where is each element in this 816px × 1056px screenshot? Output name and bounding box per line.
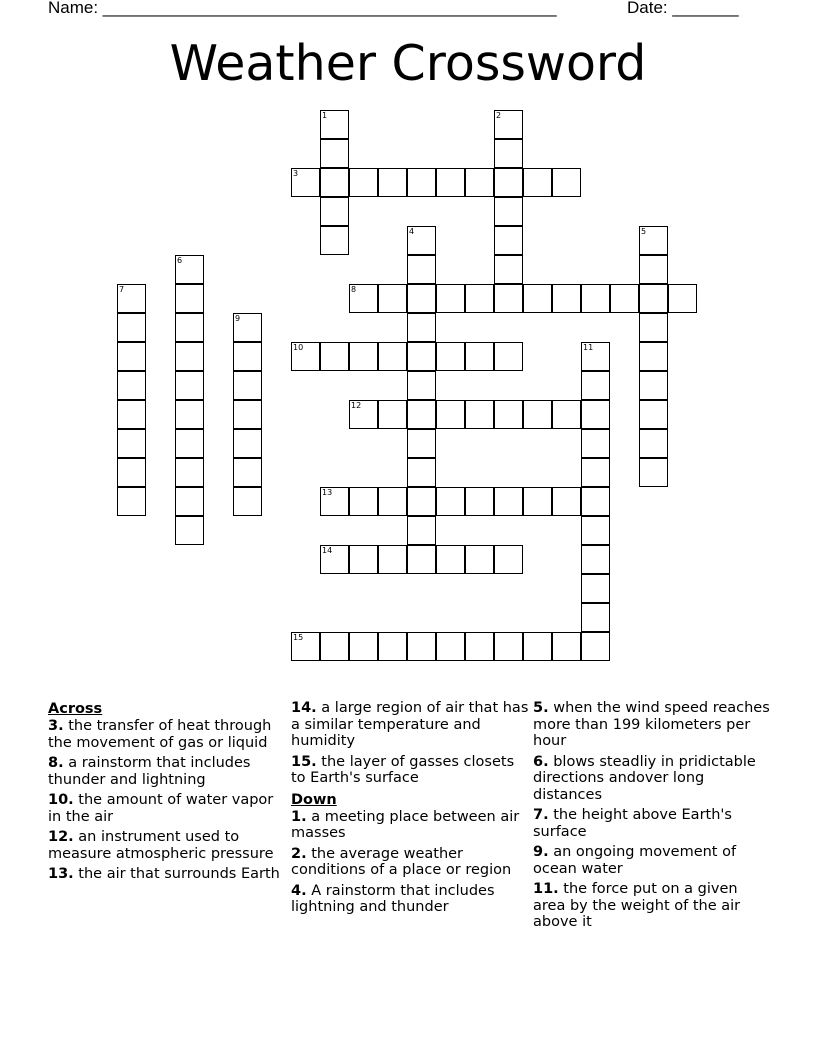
grid-cell[interactable] — [117, 400, 146, 429]
clue-number: 3 — [293, 169, 299, 178]
grid-cell[interactable] — [639, 255, 668, 284]
grid-cell[interactable] — [320, 487, 349, 516]
grid-cell[interactable] — [349, 342, 378, 371]
grid-cell[interactable] — [581, 342, 610, 371]
clue-down-5: 5. when the wind speed reaches more than 199 kilometers per hour — [533, 700, 770, 749]
grid-cell[interactable] — [465, 168, 494, 197]
grid-cell[interactable] — [581, 632, 610, 661]
grid-cell[interactable] — [320, 632, 349, 661]
grid-cell[interactable] — [175, 516, 204, 545]
grid-cell[interactable] — [378, 632, 407, 661]
grid-cell[interactable] — [639, 226, 668, 255]
grid-cell[interactable] — [117, 284, 146, 313]
clue-down-2: 2. the average weather conditions of a place or region — [291, 845, 512, 878]
grid-cell[interactable] — [233, 313, 262, 342]
grid-cell[interactable] — [320, 342, 349, 371]
clue-across-8: 8. a rainstorm that includes thunder and lightning — [48, 755, 251, 788]
grid-cell[interactable] — [378, 284, 407, 313]
clue-number: 8 — [351, 285, 357, 294]
clue-down-4: 4. A rainstorm that includes lightning and thunder — [291, 882, 495, 915]
clue-number: 5 — [641, 227, 647, 236]
grid-cell[interactable] — [117, 458, 146, 487]
grid-cell[interactable] — [465, 487, 494, 516]
grid-cell[interactable] — [320, 139, 349, 168]
clue-number: 10 — [293, 343, 304, 352]
grid-cell[interactable] — [407, 516, 436, 545]
clue-number: 9 — [235, 314, 241, 323]
grid-cell[interactable] — [639, 458, 668, 487]
grid-cell[interactable] — [494, 110, 523, 139]
grid-cell[interactable] — [494, 400, 523, 429]
grid-cell[interactable] — [233, 371, 262, 400]
grid-cell[interactable] — [465, 545, 494, 574]
grid-cell[interactable] — [175, 429, 204, 458]
grid-cell[interactable] — [407, 342, 436, 371]
grid-cell[interactable] — [407, 487, 436, 516]
grid-cell[interactable] — [465, 284, 494, 313]
grid-cell[interactable] — [639, 313, 668, 342]
grid-cell[interactable] — [175, 284, 204, 313]
grid-cell[interactable] — [494, 284, 523, 313]
grid-cell[interactable] — [407, 226, 436, 255]
grid-cell[interactable] — [494, 255, 523, 284]
clue-number: 12 — [351, 401, 362, 410]
clue-column-2 — [291, 700, 529, 920]
grid-cell[interactable] — [233, 458, 262, 487]
grid-cell[interactable] — [175, 371, 204, 400]
grid-cell[interactable] — [552, 400, 581, 429]
grid-cell[interactable] — [581, 400, 610, 429]
grid-cell[interactable] — [552, 168, 581, 197]
clue-number: 6 — [177, 256, 183, 265]
grid-cell[interactable] — [407, 284, 436, 313]
grid-cell[interactable] — [639, 371, 668, 400]
grid-cell[interactable] — [320, 545, 349, 574]
grid-cell[interactable] — [581, 574, 610, 603]
grid-cell[interactable] — [436, 168, 465, 197]
down-heading: Down — [291, 791, 337, 808]
grid-cell[interactable] — [175, 458, 204, 487]
clue-number: 1 — [322, 111, 328, 120]
name-field-label[interactable]: Name: ________________________________________________ — [48, 0, 557, 17]
grid-cell[interactable] — [175, 313, 204, 342]
grid-cell[interactable] — [407, 400, 436, 429]
grid-cell[interactable] — [407, 313, 436, 342]
clue-number: 15 — [293, 633, 304, 642]
clue-down-9: 9. an ongoing movement of ocean water — [533, 844, 737, 877]
grid-cell[interactable] — [581, 487, 610, 516]
clue-across-15: 15. the layer of gasses closets to Earth's surface — [291, 753, 515, 786]
grid-cell[interactable] — [117, 429, 146, 458]
grid-cell[interactable] — [407, 429, 436, 458]
grid-cell[interactable] — [552, 284, 581, 313]
grid-cell[interactable] — [494, 168, 523, 197]
clue-across-14: 14. a large region of air that has a similar temperature and humidity — [291, 700, 529, 749]
clue-down-6: 6. blows steadliy in pridictable directions andover long distances — [533, 753, 756, 803]
clue-down-1: 1. a meeting place between air masses — [291, 808, 520, 841]
grid-cell[interactable] — [581, 516, 610, 545]
grid-cell[interactable] — [639, 429, 668, 458]
grid-cell[interactable] — [117, 487, 146, 516]
grid-cell[interactable] — [175, 487, 204, 516]
grid-cell[interactable] — [610, 284, 639, 313]
grid-cell[interactable] — [581, 458, 610, 487]
grid-cell[interactable] — [320, 110, 349, 139]
grid-cell[interactable] — [494, 545, 523, 574]
grid-cell[interactable] — [494, 342, 523, 371]
grid-cell[interactable] — [378, 487, 407, 516]
grid-cell[interactable] — [639, 342, 668, 371]
grid-cell[interactable] — [117, 313, 146, 342]
page-title: Weather Crossword — [169, 35, 647, 92]
grid-cell[interactable] — [320, 226, 349, 255]
across-heading: Across — [48, 701, 103, 717]
clue-number: 7 — [119, 285, 125, 294]
grid-cell[interactable] — [407, 458, 436, 487]
clue-across-3: 3. the transfer of heat through the movement of gas or liquid — [48, 718, 272, 751]
grid-cell[interactable] — [436, 342, 465, 371]
grid-cell[interactable] — [291, 168, 320, 197]
grid-cell[interactable] — [581, 545, 610, 574]
grid-cell[interactable] — [639, 400, 668, 429]
grid-cell[interactable] — [233, 487, 262, 516]
grid-cell[interactable] — [436, 545, 465, 574]
grid-cell[interactable] — [407, 545, 436, 574]
grid-cell[interactable] — [378, 545, 407, 574]
grid-cell[interactable] — [349, 545, 378, 574]
grid-cell[interactable] — [494, 487, 523, 516]
clue-number: 2 — [496, 111, 502, 120]
grid-cell[interactable] — [233, 342, 262, 371]
date-field-label[interactable]: Date: _______ — [627, 0, 739, 17]
clue-across-10: 10. the amount of water vapor in the air — [48, 792, 274, 825]
grid-cell[interactable] — [349, 284, 378, 313]
grid-cell[interactable] — [436, 284, 465, 313]
clue-column-3 — [533, 700, 773, 935]
grid-cell[interactable] — [349, 168, 378, 197]
grid-cell[interactable] — [523, 400, 552, 429]
grid-cell[interactable] — [291, 342, 320, 371]
clue-number: 4 — [409, 227, 415, 236]
grid-cell[interactable] — [349, 487, 378, 516]
grid-cell[interactable] — [465, 632, 494, 661]
grid-cell[interactable] — [552, 632, 581, 661]
grid-cell[interactable] — [494, 226, 523, 255]
grid-cell[interactable] — [233, 400, 262, 429]
grid-cell[interactable] — [494, 197, 523, 226]
grid-cell[interactable] — [581, 284, 610, 313]
grid-cell[interactable] — [436, 487, 465, 516]
grid-cell[interactable] — [378, 400, 407, 429]
grid-cell[interactable] — [117, 342, 146, 371]
grid-cell[interactable] — [581, 371, 610, 400]
grid-cell[interactable] — [349, 632, 378, 661]
clue-number: 11 — [583, 343, 594, 352]
grid-cell[interactable] — [117, 371, 146, 400]
grid-cell[interactable] — [320, 197, 349, 226]
clue-down-7: 7. the height above Earth's surface — [533, 807, 732, 840]
grid-cell[interactable] — [175, 400, 204, 429]
clue-across-13: 13. the air that surrounds Earth — [48, 866, 280, 882]
grid-cell[interactable] — [523, 168, 552, 197]
clue-column-1 — [48, 700, 286, 887]
grid-cell[interactable] — [552, 487, 581, 516]
grid-cell[interactable] — [233, 429, 262, 458]
grid-cell[interactable] — [494, 139, 523, 168]
grid-cell[interactable] — [407, 632, 436, 661]
grid-cell[interactable] — [639, 284, 668, 313]
grid-cell[interactable] — [320, 168, 349, 197]
grid-cell[interactable] — [291, 632, 320, 661]
grid-cell[interactable] — [349, 400, 378, 429]
grid-cell[interactable] — [175, 342, 204, 371]
grid-cell[interactable] — [465, 342, 494, 371]
grid-cell[interactable] — [523, 284, 552, 313]
grid-cell[interactable] — [581, 429, 610, 458]
grid-cell[interactable] — [407, 255, 436, 284]
grid-cell[interactable] — [523, 632, 552, 661]
grid-cell[interactable] — [436, 632, 465, 661]
grid-cell[interactable] — [668, 284, 697, 313]
clue-number: 13 — [322, 488, 333, 497]
grid-cell[interactable] — [378, 342, 407, 371]
grid-cell[interactable] — [581, 603, 610, 632]
grid-cell[interactable] — [407, 371, 436, 400]
grid-cell[interactable] — [378, 168, 407, 197]
clue-across-12: 12. an instrument used to measure atmospheric pressure — [48, 829, 274, 862]
grid-cell[interactable] — [465, 400, 494, 429]
clue-number: 14 — [322, 546, 333, 555]
grid-cell[interactable] — [407, 168, 436, 197]
clue-down-11: 11. the force put on a given area by the weight of the air above it — [533, 881, 741, 930]
grid-cell[interactable] — [436, 400, 465, 429]
grid-cell[interactable] — [494, 632, 523, 661]
grid-cell[interactable] — [523, 487, 552, 516]
grid-cell[interactable] — [175, 255, 204, 284]
